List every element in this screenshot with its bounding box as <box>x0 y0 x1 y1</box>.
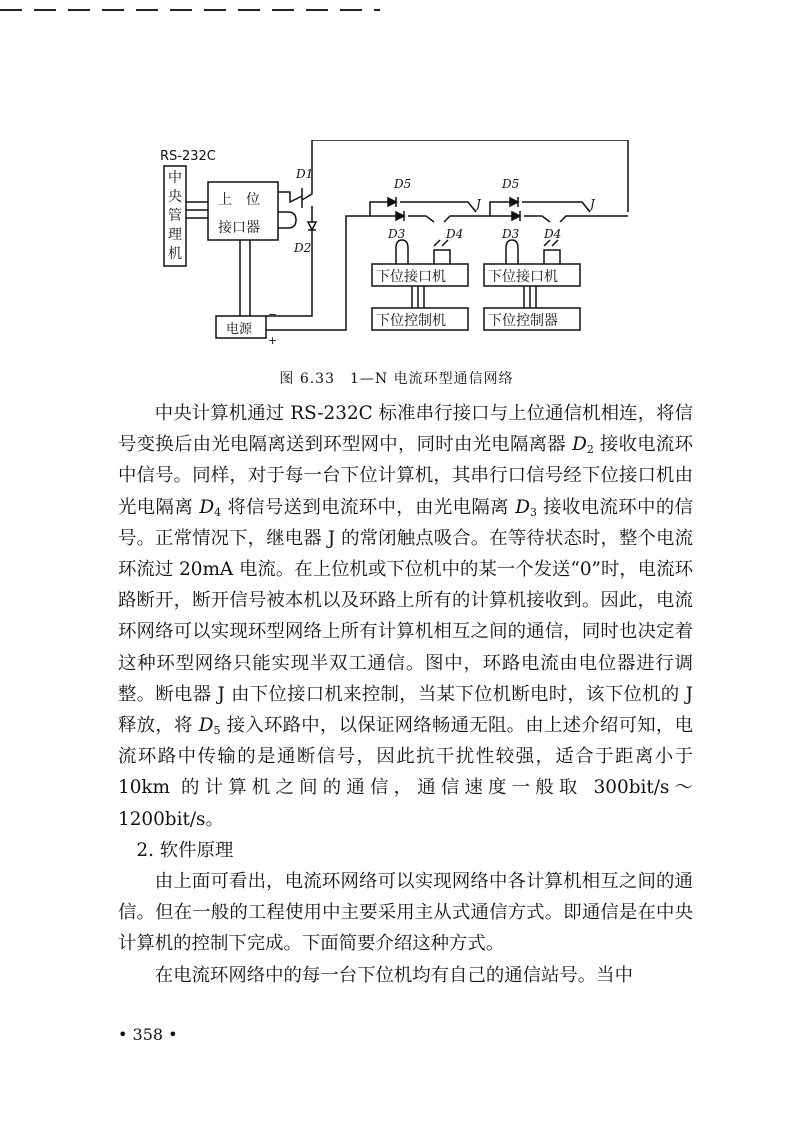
svg-text:机: 机 <box>168 246 182 262</box>
current-loop-network-diagram <box>150 140 650 360</box>
figure-caption: 图 6.33 1—N 电流环型通信网络 <box>279 371 514 387</box>
paragraph-2: 由上面可看出，电流环网络可以实现网络中各计算机相互之间的通信。但在一般的工程使用中主要采用主从式通信方式。即通信是在中央计算机的控制下完成。下面简要介绍这种方式。 <box>118 871 693 955</box>
relay-j-label-2: J <box>590 197 595 211</box>
svg-text:−: − <box>268 308 278 321</box>
power-label: 电源 <box>226 322 253 337</box>
upper-box-line2: 接口器 <box>218 220 260 236</box>
upper-box-line1: 上 位 <box>218 192 260 208</box>
page-number: • 358 • <box>118 1025 178 1044</box>
rs232c-label: RS-232C <box>160 149 216 164</box>
body-text <box>118 398 693 991</box>
d4-label-2: D4 <box>544 227 562 241</box>
d4-label-1: D4 <box>446 227 464 241</box>
d1-label: D1 <box>296 167 314 181</box>
svg-text:央: 央 <box>168 189 182 205</box>
svg-text:下位接口机: 下位接口机 <box>376 269 446 285</box>
top-dash-rule <box>0 0 793 16</box>
d3-label-2: D3 <box>502 227 520 241</box>
svg-text:+: + <box>268 334 278 347</box>
d2-label: D2 <box>294 241 312 255</box>
paragraph-3: 在电流环网络中的每一台下位机均有自己的通信站号。当中 <box>154 964 633 986</box>
svg-text:下位控制器: 下位控制器 <box>488 313 558 329</box>
d5-label-1: D5 <box>394 177 412 191</box>
section-heading: 2. 软件原理 <box>136 839 234 861</box>
svg-text:管: 管 <box>168 208 182 224</box>
svg-text:下位控制机: 下位控制机 <box>376 313 446 329</box>
svg-text:中: 中 <box>168 170 182 186</box>
svg-text:下位接口机: 下位接口机 <box>488 269 558 285</box>
d5-label-2: D5 <box>502 177 520 191</box>
central-machine-label <box>168 169 182 262</box>
relay-j-label-1: J <box>476 197 481 211</box>
svg-text:理: 理 <box>168 227 182 243</box>
paragraph-1: 中央计算机通过 RS-232C 标准串行接口与上位通信机相连，将信号变换后由光电隔离送到环型网中，同时由光电隔离器 $D_2$ 接收电流环中信号。同样，对于每一台下位计算机，其串行口信号经下位接口机由光电隔离 $D_4$ 将信号送到电流环中，由光电隔离 $D_3$ 接收电流环中的信号。正常情况下，继电器 J 的常闭触点吸合。在等待状态时，整个电流环流过 20mA 电流。在上位机或下位机中的某一个发送“0”时，电流环路断开，断开信号被本机以及环路上所有的计算机接收到。因此，电流环网络可以实现环型网络上所有计算机相互之间的通信，同时也决定着这种环型网络只能实现半双工通信。图中，环路电流由电位器进行调整。断电器 J 由下位接口机来控制，当某下位机断电时，该下位机的 J 释放，将 $D_5$ 接入环路中，以保证网络畅通无阻。由上述介绍可知，电流环路中传输的是通断信号，因此抗干扰性较强，适合于距离小于 10km 的计算机之间的通信，通信速度一般取 300bit/s～1200bit/s。 <box>118 403 693 830</box>
d3-label-1: D3 <box>388 227 406 241</box>
